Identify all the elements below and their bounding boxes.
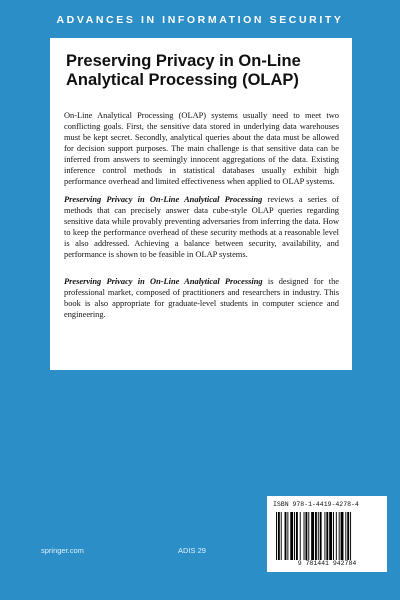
barcode-bar — [350, 512, 351, 560]
barcode-bar — [285, 512, 287, 560]
barcode-bar — [296, 512, 298, 560]
barcode-bar — [339, 512, 340, 560]
paragraph-2-book-title: Preserving Privacy in On-Line Analytical Processing — [64, 195, 263, 204]
barcode-bar — [326, 512, 328, 560]
publisher-url: springer.com — [41, 546, 84, 555]
barcode-bar — [281, 512, 282, 560]
barcode-bar — [290, 512, 293, 560]
barcode-bar — [347, 512, 349, 560]
barcode-bar — [341, 512, 344, 560]
barcode-bar — [294, 512, 295, 560]
barcode-bar — [345, 512, 346, 560]
paragraph-3-book-title: Preserving Privacy in On-Line Analytical Processing — [64, 277, 263, 286]
isbn-number: ISBN 978-1-4419-4278-4 — [273, 501, 359, 508]
barcode-bar — [276, 512, 277, 560]
barcode-bar — [287, 512, 288, 560]
barcode-bar — [318, 512, 319, 560]
description-panel — [50, 38, 352, 370]
barcode-bar — [324, 512, 325, 560]
barcode-bar — [329, 512, 332, 560]
barcode-digits: 9 781441 942784 — [297, 560, 357, 567]
barcode-bar — [333, 512, 334, 560]
series-code: ADIS 29 — [178, 546, 206, 555]
barcode-bar — [308, 512, 309, 560]
book-title: Preserving Privacy in On-Line Analytical Processing (OLAP) — [66, 52, 301, 89]
barcode-bar — [278, 512, 280, 560]
barcode-bars — [276, 512, 378, 560]
barcode-bar — [304, 512, 305, 560]
barcode-bar — [320, 512, 322, 560]
paragraph-2-text: reviews a series of methods that can precisely answer data cube-style OLAP queries regarding sensitive data while provably preventing adversaries from inferring the data. How to keep the performance overhead of these security methods at a reasonable level is also addressed. Achieving a balance between security, availability, and performance is shown to be feasible in OLAP systems. — [64, 195, 339, 259]
description-paragraph-2 — [64, 194, 339, 260]
barcode-bar — [311, 512, 314, 560]
barcode-bar — [300, 512, 301, 560]
paragraph-3-text: is designed for the professional market, composed of practitioners and researchers in industry. This book is also appropriate for graduate-level students in computer science and engineering. — [64, 277, 340, 319]
description-paragraph-1: On-Line Analytical Processing (OLAP) systems usually need to meet two conflicting goals. First, the sensitive data stored in underlying data warehouses must be kept secret. Secondly, analytical queries about the data must be allowed for decision support purposes. The main challenge is that sensitive data can be inferred from answers to seemingly innocent aggregations of the data. Existing inference control methods in statistical databases usually exhibit high performance overhead and limited effectiveness when applied to OLAP systems. — [64, 111, 339, 186]
barcode-bar — [315, 512, 317, 560]
barcode-bar — [336, 512, 337, 560]
barcode-bar — [305, 512, 307, 560]
description-paragraph-3 — [64, 276, 339, 320]
series-title: ADVANCES IN INFORMATION SECURITY — [56, 14, 344, 26]
isbn-barcode — [267, 496, 387, 572]
